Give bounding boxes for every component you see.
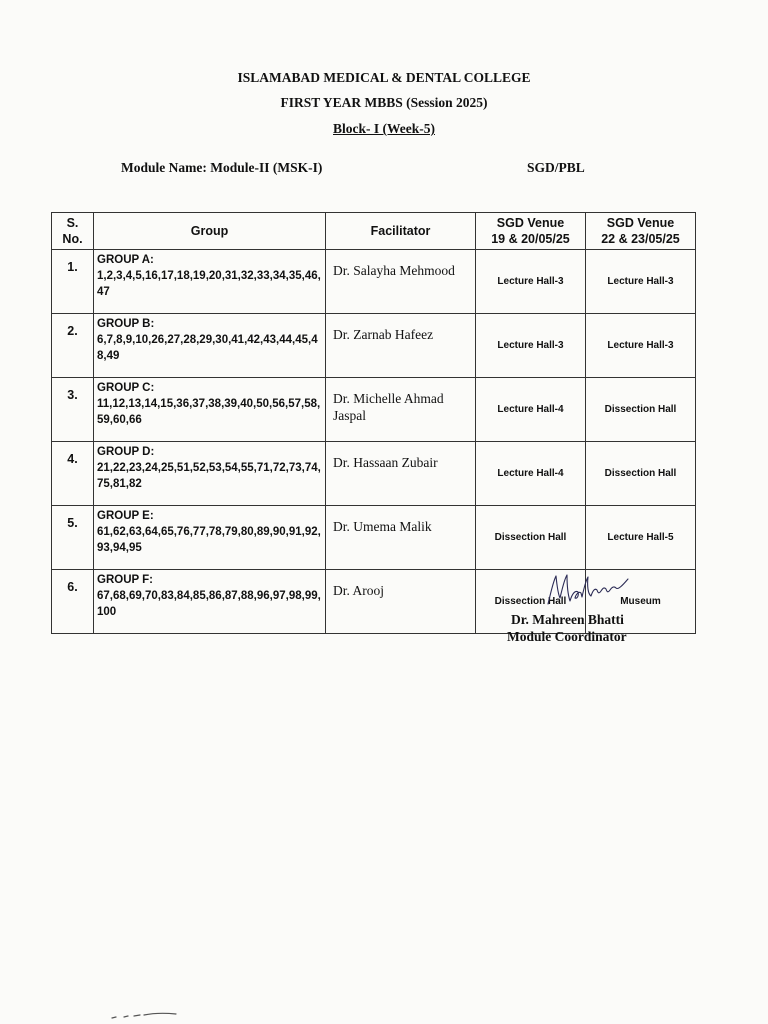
row-group xyxy=(94,250,326,314)
group-title: GROUP A: xyxy=(97,254,154,266)
group-title: GROUP D: xyxy=(97,446,155,458)
row-facilitator: Dr. Hassaan Zubair xyxy=(326,442,476,506)
session-type: SGD/PBL xyxy=(527,160,585,175)
program-title: FIRST YEAR MBBS (Session 2025) xyxy=(280,95,488,110)
group-members: 21,22,23,24,25,51,52,53,54,55,71,72,73,74,75,81,82 xyxy=(97,462,321,490)
row-group xyxy=(94,442,326,506)
signature-image xyxy=(545,568,635,612)
row-facilitator: Dr. Zarnab Hafeez xyxy=(326,314,476,378)
row-venue-2: Lecture Hall-3 xyxy=(586,250,696,314)
header-sno: S. No. xyxy=(52,213,94,250)
header-facilitator: Facilitator xyxy=(326,213,476,250)
row-venue-2: Dissection Hall xyxy=(586,442,696,506)
row-sno: 3. xyxy=(52,378,94,442)
row-group xyxy=(94,314,326,378)
row-venue-1: Dissection Hall xyxy=(476,506,586,570)
row-venue-1: Lecture Hall-3 xyxy=(476,314,586,378)
row-sno: 1. xyxy=(52,250,94,314)
row-group xyxy=(94,570,326,634)
row-venue-1: Lecture Hall-3 xyxy=(476,250,586,314)
signature-stroke xyxy=(548,575,628,604)
row-sno: 5. xyxy=(52,506,94,570)
group-members: 1,2,3,4,5,16,17,18,19,20,31,32,33,34,35,46,47 xyxy=(97,270,321,298)
table-row xyxy=(52,250,696,314)
header-group: Group xyxy=(94,213,326,250)
row-venue-2: Dissection Hall xyxy=(586,378,696,442)
college-name: ISLAMABAD MEDICAL & DENTAL COLLEGE xyxy=(237,70,531,85)
row-sno: 2. xyxy=(52,314,94,378)
table-row xyxy=(52,506,696,570)
row-venue-2: Lecture Hall-5 xyxy=(586,506,696,570)
row-facilitator: Dr. Umema Malik xyxy=(326,506,476,570)
table-row xyxy=(52,378,696,442)
group-title: GROUP F: xyxy=(97,574,154,586)
table-header-row xyxy=(52,213,696,250)
row-sno: 6. xyxy=(52,570,94,634)
row-venue-1: Dissection Hall xyxy=(476,570,586,634)
group-title: GROUP C: xyxy=(97,382,155,394)
group-title: GROUP B: xyxy=(97,318,155,330)
table-row xyxy=(52,442,696,506)
scan-smudge xyxy=(110,1010,200,1020)
table-row xyxy=(52,314,696,378)
group-members: 11,12,13,14,15,36,37,38,39,40,50,56,57,58,59,60,66 xyxy=(97,398,321,426)
group-members: 6,7,8,9,10,26,27,28,29,30,41,42,43,44,45,48,49 xyxy=(97,334,318,362)
signatory-name: Dr. Mahreen Bhatti xyxy=(511,612,624,627)
group-members: 67,68,69,70,83,84,85,86,87,88,96,97,98,99,100 xyxy=(97,590,321,618)
row-venue-2: Lecture Hall-3 xyxy=(586,314,696,378)
group-members: 61,62,63,64,65,76,77,78,79,80,89,90,91,92,93,94,95 xyxy=(97,526,321,554)
row-group xyxy=(94,378,326,442)
row-venue-1: Lecture Hall-4 xyxy=(476,378,586,442)
module-name: Module Name: Module-II (MSK-I) xyxy=(121,160,323,175)
row-venue-1: Lecture Hall-4 xyxy=(476,442,586,506)
row-venue-2: Museum xyxy=(586,570,696,634)
row-group xyxy=(94,506,326,570)
row-facilitator: Dr. Michelle Ahmad Jaspal xyxy=(326,378,476,442)
header-venue-2: SGD Venue 22 & 23/05/25 xyxy=(586,213,696,250)
row-facilitator: Dr. Salayha Mehmood xyxy=(326,250,476,314)
signatory-role: Module Coordinator xyxy=(507,629,627,644)
row-facilitator: Dr. Arooj xyxy=(326,570,476,634)
block-title: Block- I (Week-5) xyxy=(333,121,435,136)
group-title: GROUP E: xyxy=(97,510,154,522)
header-venue-1: SGD Venue 19 & 20/05/25 xyxy=(476,213,586,250)
row-sno: 4. xyxy=(52,442,94,506)
